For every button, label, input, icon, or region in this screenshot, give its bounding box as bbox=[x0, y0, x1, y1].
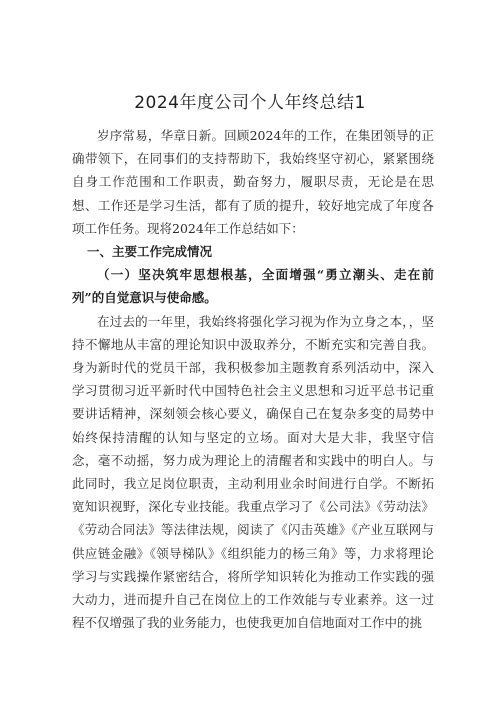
document-title: 2024年度公司个人年终总结1 bbox=[134, 93, 366, 113]
body-paragraph: 在过去的一年里，我始终将强化学习视为作为立身之本，，坚持不懈地从丰富的理论知识中汲取养分，不断充实和完善自我。身为新时代的党员干部，我积极参加主题教育系列活动中，深入学习贯彻习近平新时代中国特色社会主义思想和习近平总书记重要讲话精神，深刻领会核心要义，确保自己在复杂多变的局势中始终保持清醒的认知与坚定的立场。面对大是大非，我坚守信念，毫不动摇，努力成为理论上的清醒者和实践中的明白人。与此同时，我立足岗位职责，主动利用业余时间进行自学。不断拓宽知识视野，深化专业技能。我重点学习了《公司法》《劳动法》《劳动合同法》等法律法规，阅读了《闪击英雄》《产业互联网与供应链金融》《领导梯队》《组织能力的杨三角》等，力求将理论学习与实践操作紧密结合，将所学知识转化为推动工作实践的强大动力，进而提升自己在岗位上的工作效能与专业素养。这一过程不仅增强了我的业务能力，也使我更加自信地面对工作中的挑 bbox=[72, 313, 434, 631]
section-heading: 一、主要工作完成情况 bbox=[87, 244, 213, 260]
subsection-heading: （一）坚决筑牢思想根基，全面增强“勇立潮头、走在前列”的自觉意识与使命感。 bbox=[72, 267, 434, 306]
document-body bbox=[72, 124, 434, 634]
intro-paragraph: 岁序常易，华章日新。回顾2024年的工作，在集团领导的正确带领下，在同事们的支持帮助下，我始终坚守初心，紧紧围绕自身工作范围和工作职责，勤奋努力，履职尽责，无论是在思想、工作还是学习生活，都有了质的提升，较好地完成了年度各项工作任务。现将2024年工作总结如下： bbox=[72, 128, 434, 236]
